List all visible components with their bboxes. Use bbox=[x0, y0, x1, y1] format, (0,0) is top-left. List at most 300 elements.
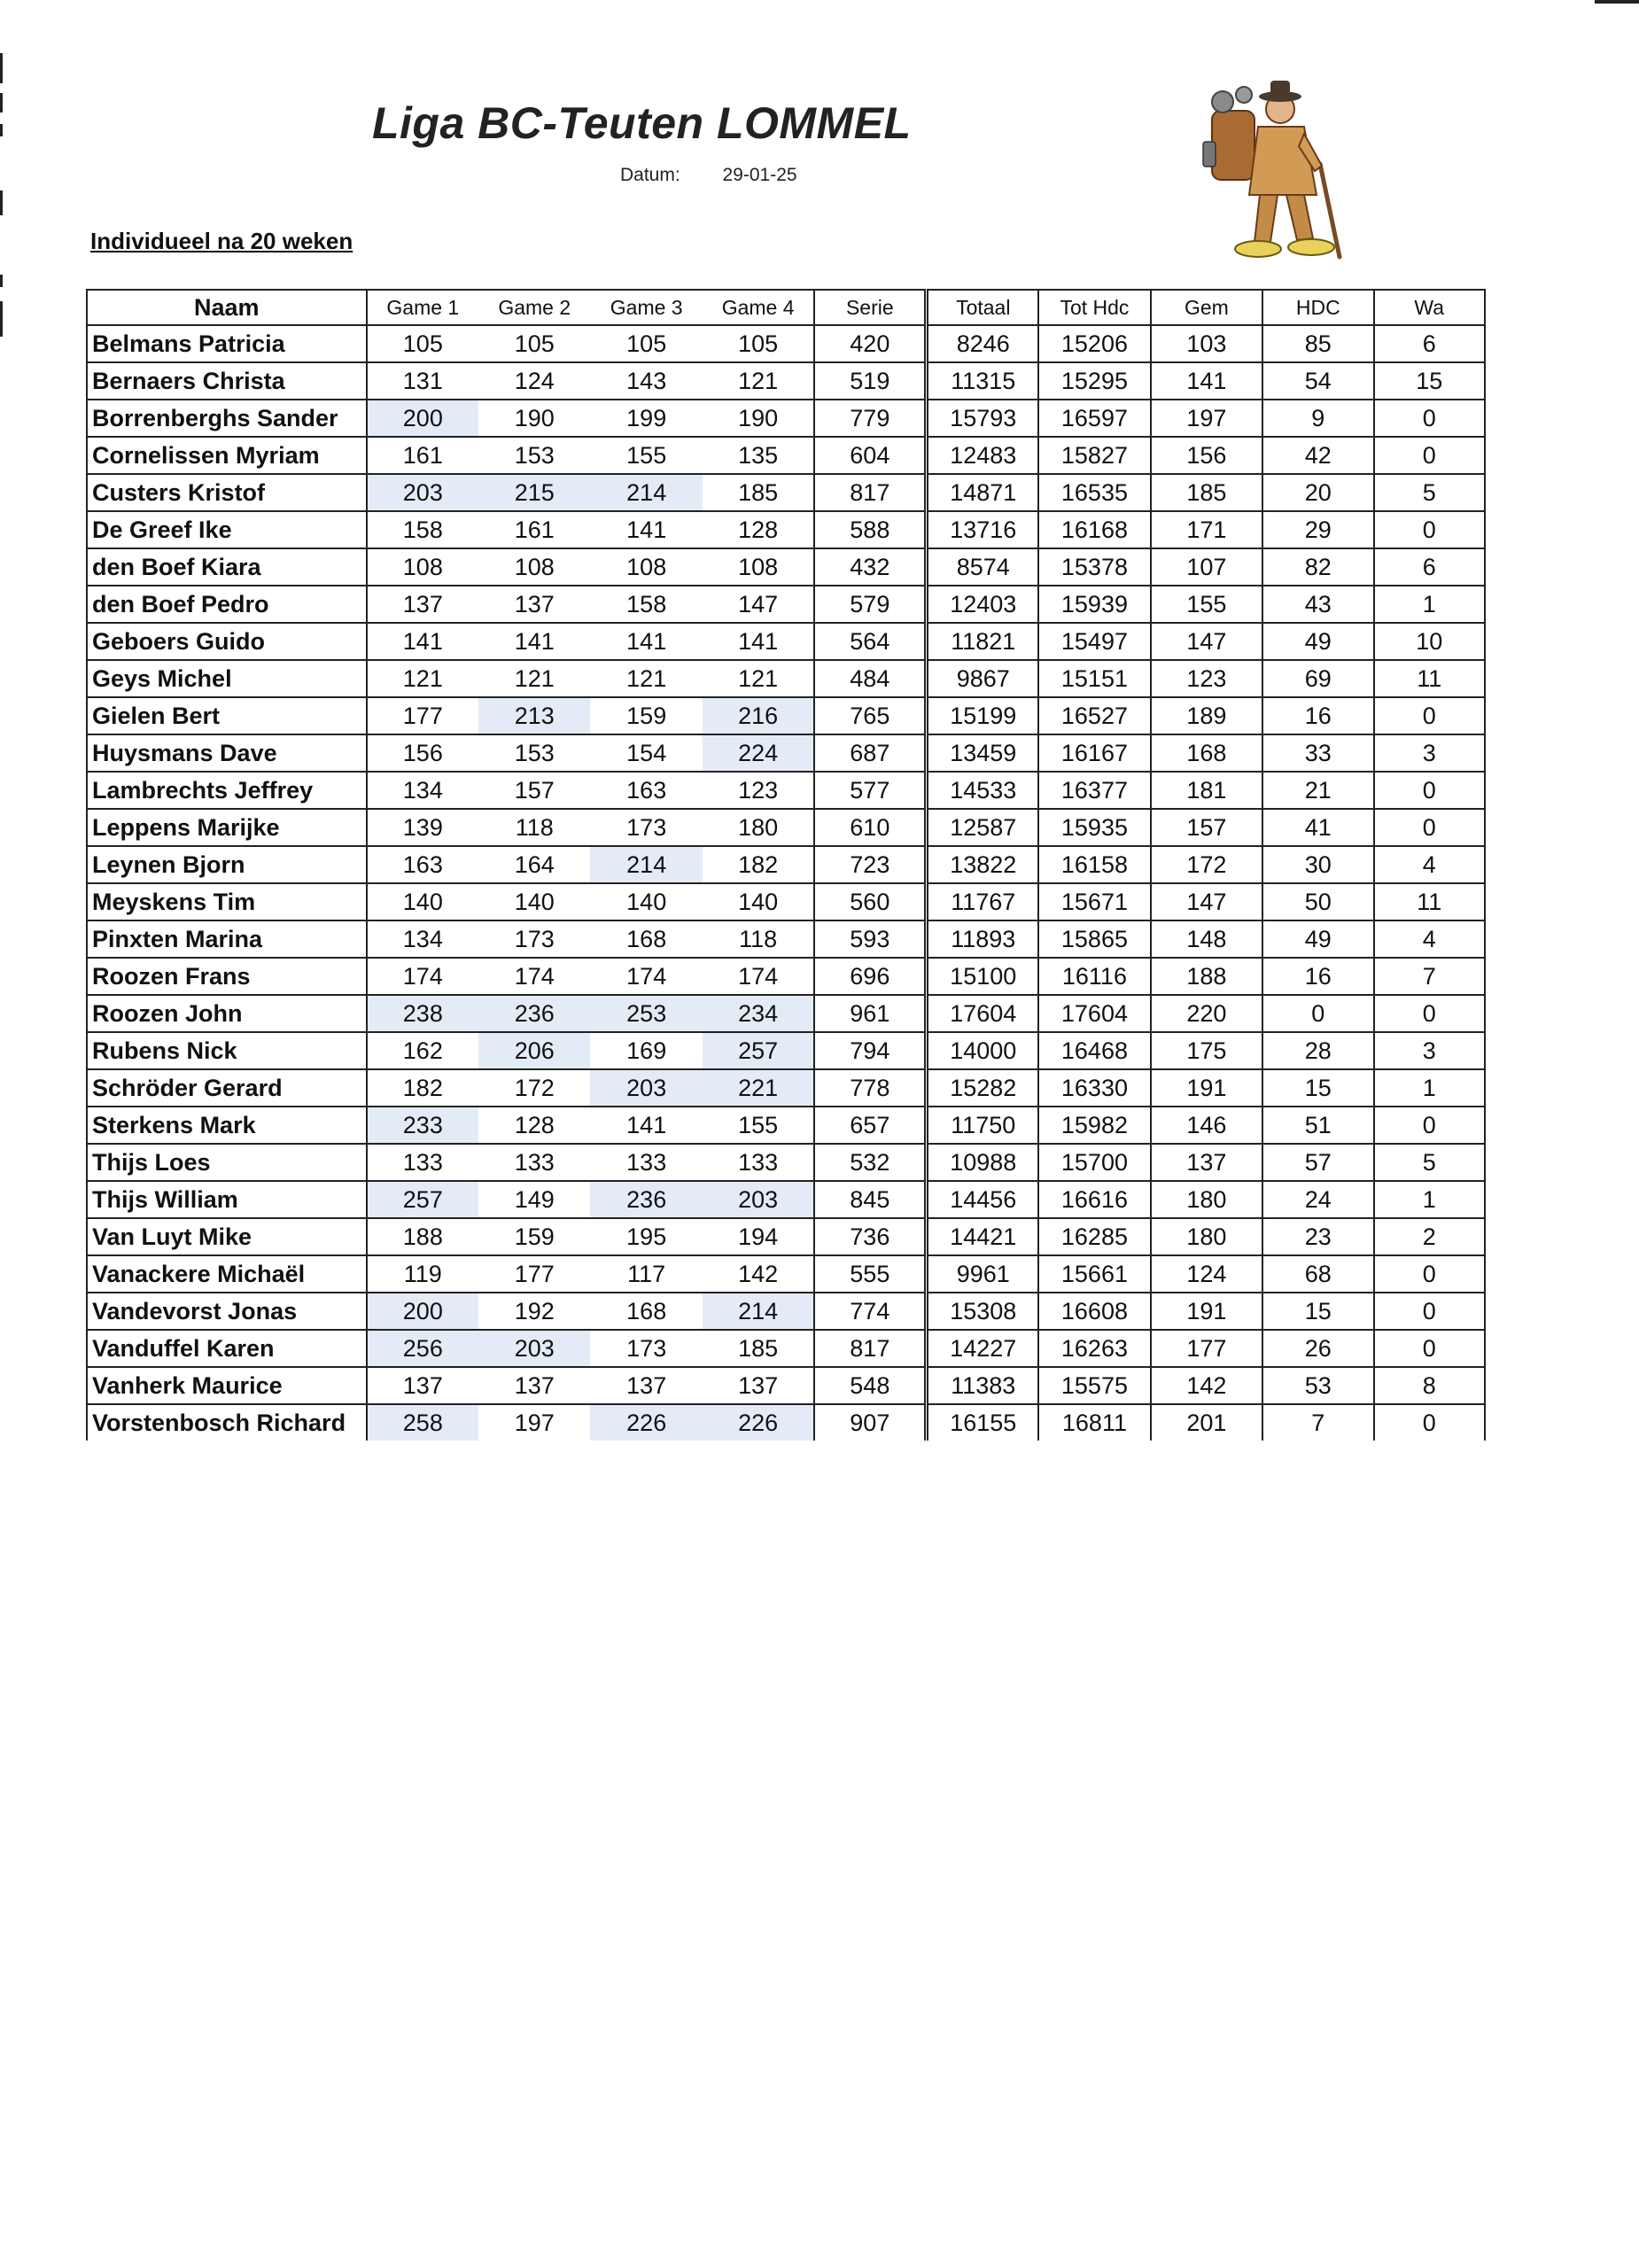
col-totaal-cell: 8246 bbox=[927, 325, 1038, 362]
table-row bbox=[87, 1293, 1485, 1330]
col-tot-hdc-cell: 16263 bbox=[1038, 1330, 1150, 1367]
col-game-2-cell: 149 bbox=[478, 1181, 590, 1218]
col-totaal-cell: 12587 bbox=[927, 809, 1038, 846]
col-serie-cell: 961 bbox=[814, 995, 926, 1032]
standings-table bbox=[86, 289, 1486, 1441]
scan-edge-mark bbox=[0, 275, 3, 287]
col-game-1-cell: 256 bbox=[367, 1330, 478, 1367]
col-wa-cell: 5 bbox=[1374, 1144, 1485, 1181]
col-game-2-cell: 133 bbox=[478, 1144, 590, 1181]
col-hdc-cell: 21 bbox=[1262, 772, 1373, 809]
col-game-3-cell: 141 bbox=[590, 623, 702, 660]
col-game-4-cell: 224 bbox=[703, 734, 814, 772]
col-serie-cell: 794 bbox=[814, 1032, 926, 1069]
col-game-1-cell: 200 bbox=[367, 400, 478, 437]
player-name-cell: Leynen Bjorn bbox=[87, 846, 367, 883]
col-serie-cell: 907 bbox=[814, 1404, 926, 1441]
col-gem-cell: 201 bbox=[1151, 1404, 1262, 1441]
col-wa-cell: 2 bbox=[1374, 1218, 1485, 1255]
col-hdc-cell: 0 bbox=[1262, 995, 1373, 1032]
col-game-2-cell: 137 bbox=[478, 1367, 590, 1404]
col-serie-cell: 765 bbox=[814, 697, 926, 734]
table-row bbox=[87, 958, 1485, 995]
col-tot-hdc-cell: 16285 bbox=[1038, 1218, 1150, 1255]
col-game-1-cell: 158 bbox=[367, 511, 478, 548]
col-game-3-cell: 141 bbox=[590, 511, 702, 548]
col-game-1-cell: 119 bbox=[367, 1255, 478, 1293]
col-game-1-cell: 200 bbox=[367, 1293, 478, 1330]
col-gem-cell: 175 bbox=[1151, 1032, 1262, 1069]
col-wa-cell: 7 bbox=[1374, 958, 1485, 995]
col-serie-header: Serie bbox=[814, 290, 926, 325]
col-serie-cell: 696 bbox=[814, 958, 926, 995]
col-gem-cell: 103 bbox=[1151, 325, 1262, 362]
col-game-4-cell: 123 bbox=[703, 772, 814, 809]
col-game-1-header: Game 1 bbox=[367, 290, 478, 325]
table-row bbox=[87, 1404, 1485, 1441]
table-row bbox=[87, 1032, 1485, 1069]
col-game-2-cell: 173 bbox=[478, 920, 590, 958]
col-gem-cell: 168 bbox=[1151, 734, 1262, 772]
col-serie-cell: 588 bbox=[814, 511, 926, 548]
col-game-4-cell: 190 bbox=[703, 400, 814, 437]
col-tot-hdc-cell: 16168 bbox=[1038, 511, 1150, 548]
player-name-cell: Vandevorst Jonas bbox=[87, 1293, 367, 1330]
col-gem-cell: 181 bbox=[1151, 772, 1262, 809]
col-game-2-cell: 128 bbox=[478, 1107, 590, 1144]
col-serie-cell: 560 bbox=[814, 883, 926, 920]
col-game-4-cell: 108 bbox=[703, 548, 814, 586]
col-game-4-cell: 216 bbox=[703, 697, 814, 734]
col-serie-cell: 817 bbox=[814, 1330, 926, 1367]
col-totaal-cell: 11315 bbox=[927, 362, 1038, 400]
col-serie-cell: 657 bbox=[814, 1107, 926, 1144]
col-game-1-cell: 161 bbox=[367, 437, 478, 474]
col-game-3-cell: 133 bbox=[590, 1144, 702, 1181]
col-tot-hdc-cell: 16377 bbox=[1038, 772, 1150, 809]
col-game-4-cell: 147 bbox=[703, 586, 814, 623]
col-hdc-cell: 30 bbox=[1262, 846, 1373, 883]
table-row bbox=[87, 660, 1485, 697]
col-game-3-cell: 226 bbox=[590, 1404, 702, 1441]
col-serie-cell: 564 bbox=[814, 623, 926, 660]
table-row bbox=[87, 586, 1485, 623]
col-tot-hdc-cell: 17604 bbox=[1038, 995, 1150, 1032]
player-name-cell: De Greef Ike bbox=[87, 511, 367, 548]
col-tot-hdc-cell: 16330 bbox=[1038, 1069, 1150, 1107]
scan-edge-mark bbox=[0, 301, 3, 337]
col-serie-cell: 555 bbox=[814, 1255, 926, 1293]
col-wa-cell: 1 bbox=[1374, 1181, 1485, 1218]
col-wa-cell: 0 bbox=[1374, 995, 1485, 1032]
table-row bbox=[87, 1181, 1485, 1218]
col-wa-cell: 0 bbox=[1374, 697, 1485, 734]
col-game-1-cell: 188 bbox=[367, 1218, 478, 1255]
col-totaal-cell: 9867 bbox=[927, 660, 1038, 697]
col-game-3-cell: 214 bbox=[590, 846, 702, 883]
table-body bbox=[87, 325, 1485, 1441]
col-game-1-cell: 182 bbox=[367, 1069, 478, 1107]
col-gem-cell: 171 bbox=[1151, 511, 1262, 548]
col-game-1-cell: 177 bbox=[367, 697, 478, 734]
date-label: Datum: bbox=[620, 165, 680, 185]
col-game-4-cell: 203 bbox=[703, 1181, 814, 1218]
col-hdc-cell: 68 bbox=[1262, 1255, 1373, 1293]
col-game-2-cell: 157 bbox=[478, 772, 590, 809]
col-hdc-cell: 7 bbox=[1262, 1404, 1373, 1441]
col-totaal-cell: 11821 bbox=[927, 623, 1038, 660]
col-wa-cell: 3 bbox=[1374, 1032, 1485, 1069]
col-serie-cell: 432 bbox=[814, 548, 926, 586]
col-hdc-cell: 53 bbox=[1262, 1367, 1373, 1404]
col-hdc-cell: 57 bbox=[1262, 1144, 1373, 1181]
col-totaal-cell: 11383 bbox=[927, 1367, 1038, 1404]
col-hdc-cell: 15 bbox=[1262, 1069, 1373, 1107]
table-row bbox=[87, 511, 1485, 548]
col-serie-cell: 687 bbox=[814, 734, 926, 772]
col-game-1-cell: 121 bbox=[367, 660, 478, 697]
player-name-cell: Roozen Frans bbox=[87, 958, 367, 995]
col-totaal-cell: 15199 bbox=[927, 697, 1038, 734]
scan-edge-mark bbox=[0, 190, 3, 215]
col-serie-cell: 778 bbox=[814, 1069, 926, 1107]
col-hdc-header: HDC bbox=[1262, 290, 1373, 325]
col-totaal-cell: 15308 bbox=[927, 1293, 1038, 1330]
col-game-4-cell: 185 bbox=[703, 474, 814, 511]
col-game-3-cell: 163 bbox=[590, 772, 702, 809]
col-tot-hdc-cell: 15151 bbox=[1038, 660, 1150, 697]
player-name-cell: Sterkens Mark bbox=[87, 1107, 367, 1144]
col-game-4-cell: 133 bbox=[703, 1144, 814, 1181]
col-game-4-cell: 137 bbox=[703, 1367, 814, 1404]
col-game-4-cell: 142 bbox=[703, 1255, 814, 1293]
col-game-4-cell: 257 bbox=[703, 1032, 814, 1069]
col-gem-cell: 177 bbox=[1151, 1330, 1262, 1367]
col-game-4-cell: 141 bbox=[703, 623, 814, 660]
col-game-4-cell: 140 bbox=[703, 883, 814, 920]
col-tot-hdc-cell: 15661 bbox=[1038, 1255, 1150, 1293]
col-serie-cell: 577 bbox=[814, 772, 926, 809]
col-serie-cell: 532 bbox=[814, 1144, 926, 1181]
col-game-4-cell: 121 bbox=[703, 660, 814, 697]
col-game-3-cell: 195 bbox=[590, 1218, 702, 1255]
col-gem-cell: 123 bbox=[1151, 660, 1262, 697]
col-serie-cell: 519 bbox=[814, 362, 926, 400]
col-totaal-cell: 9961 bbox=[927, 1255, 1038, 1293]
table-row bbox=[87, 474, 1485, 511]
player-name-cell: Vanduffel Karen bbox=[87, 1330, 367, 1367]
col-game-3-cell: 108 bbox=[590, 548, 702, 586]
table-header-row bbox=[87, 290, 1485, 325]
col-game-1-cell: 163 bbox=[367, 846, 478, 883]
col-gem-cell: 147 bbox=[1151, 623, 1262, 660]
col-tot-hdc-cell: 15378 bbox=[1038, 548, 1150, 586]
col-game-3-cell: 168 bbox=[590, 920, 702, 958]
col-game-2-cell: 213 bbox=[478, 697, 590, 734]
col-totaal-cell: 13822 bbox=[927, 846, 1038, 883]
col-hdc-cell: 54 bbox=[1262, 362, 1373, 400]
col-wa-cell: 0 bbox=[1374, 511, 1485, 548]
table-row bbox=[87, 1255, 1485, 1293]
col-tot-hdc-cell: 16608 bbox=[1038, 1293, 1150, 1330]
col-game-1-cell: 258 bbox=[367, 1404, 478, 1441]
col-hdc-cell: 85 bbox=[1262, 325, 1373, 362]
col-wa-cell: 0 bbox=[1374, 1404, 1485, 1441]
col-tot-hdc-cell: 15671 bbox=[1038, 883, 1150, 920]
col-game-2-cell: 153 bbox=[478, 437, 590, 474]
col-game-1-cell: 134 bbox=[367, 920, 478, 958]
col-game-3-cell: 143 bbox=[590, 362, 702, 400]
col-game-3-cell: 168 bbox=[590, 1293, 702, 1330]
col-game-2-cell: 159 bbox=[478, 1218, 590, 1255]
col-totaal-cell: 15282 bbox=[927, 1069, 1038, 1107]
col-game-4-cell: 128 bbox=[703, 511, 814, 548]
col-game-3-header: Game 3 bbox=[590, 290, 702, 325]
col-game-1-cell: 156 bbox=[367, 734, 478, 772]
col-hdc-cell: 42 bbox=[1262, 437, 1373, 474]
col-hdc-cell: 23 bbox=[1262, 1218, 1373, 1255]
col-serie-cell: 774 bbox=[814, 1293, 926, 1330]
col-wa-cell: 0 bbox=[1374, 1330, 1485, 1367]
col-wa-cell: 0 bbox=[1374, 437, 1485, 474]
col-game-4-cell: 194 bbox=[703, 1218, 814, 1255]
player-name-cell: Huysmans Dave bbox=[87, 734, 367, 772]
scan-edge-mark bbox=[0, 93, 3, 113]
col-totaal-cell: 17604 bbox=[927, 995, 1038, 1032]
col-game-4-cell: 118 bbox=[703, 920, 814, 958]
player-name-cell: Van Luyt Mike bbox=[87, 1218, 367, 1255]
player-name-cell: den Boef Pedro bbox=[87, 586, 367, 623]
col-gem-cell: 142 bbox=[1151, 1367, 1262, 1404]
col-game-2-cell: 105 bbox=[478, 325, 590, 362]
table-row bbox=[87, 772, 1485, 809]
col-game-1-cell: 137 bbox=[367, 586, 478, 623]
col-hdc-cell: 9 bbox=[1262, 400, 1373, 437]
col-totaal-cell: 12483 bbox=[927, 437, 1038, 474]
col-game-1-cell: 203 bbox=[367, 474, 478, 511]
col-hdc-cell: 50 bbox=[1262, 883, 1373, 920]
col-totaal-cell: 11893 bbox=[927, 920, 1038, 958]
col-totaal-cell: 12403 bbox=[927, 586, 1038, 623]
table-row bbox=[87, 995, 1485, 1032]
col-gem-cell: 146 bbox=[1151, 1107, 1262, 1144]
col-tot-hdc-cell: 16167 bbox=[1038, 734, 1150, 772]
col-game-1-cell: 108 bbox=[367, 548, 478, 586]
col-game-4-header: Game 4 bbox=[703, 290, 814, 325]
player-name-cell: Custers Kristof bbox=[87, 474, 367, 511]
col-game-4-cell: 185 bbox=[703, 1330, 814, 1367]
table-row bbox=[87, 548, 1485, 586]
col-tot-hdc-cell: 16527 bbox=[1038, 697, 1150, 734]
col-serie-cell: 610 bbox=[814, 809, 926, 846]
col-game-1-cell: 105 bbox=[367, 325, 478, 362]
scan-edge-mark bbox=[0, 124, 3, 136]
col-game-1-cell: 133 bbox=[367, 1144, 478, 1181]
col-game-1-cell: 162 bbox=[367, 1032, 478, 1069]
player-name-cell: Rubens Nick bbox=[87, 1032, 367, 1069]
col-naam-header: Naam bbox=[87, 290, 367, 325]
col-game-2-cell: 215 bbox=[478, 474, 590, 511]
col-totaal-cell: 15100 bbox=[927, 958, 1038, 995]
col-game-4-cell: 174 bbox=[703, 958, 814, 995]
col-wa-cell: 8 bbox=[1374, 1367, 1485, 1404]
col-game-3-cell: 121 bbox=[590, 660, 702, 697]
col-hdc-cell: 15 bbox=[1262, 1293, 1373, 1330]
table-row bbox=[87, 1367, 1485, 1404]
player-name-cell: Pinxten Marina bbox=[87, 920, 367, 958]
table-row bbox=[87, 1330, 1485, 1367]
col-gem-cell: 191 bbox=[1151, 1293, 1262, 1330]
col-hdc-cell: 26 bbox=[1262, 1330, 1373, 1367]
col-hdc-cell: 49 bbox=[1262, 920, 1373, 958]
col-tot-hdc-cell: 15497 bbox=[1038, 623, 1150, 660]
table-row bbox=[87, 1069, 1485, 1107]
table-row bbox=[87, 920, 1485, 958]
col-hdc-cell: 49 bbox=[1262, 623, 1373, 660]
player-name-cell: Geys Michel bbox=[87, 660, 367, 697]
col-wa-cell: 0 bbox=[1374, 1293, 1485, 1330]
scan-edge-mark bbox=[1595, 0, 1639, 4]
player-name-cell: Geboers Guido bbox=[87, 623, 367, 660]
col-game-1-cell: 238 bbox=[367, 995, 478, 1032]
col-game-2-cell: 141 bbox=[478, 623, 590, 660]
col-game-1-cell: 141 bbox=[367, 623, 478, 660]
table-row bbox=[87, 734, 1485, 772]
col-totaal-cell: 14000 bbox=[927, 1032, 1038, 1069]
col-hdc-cell: 43 bbox=[1262, 586, 1373, 623]
player-name-cell: Leppens Marijke bbox=[87, 809, 367, 846]
col-game-3-cell: 174 bbox=[590, 958, 702, 995]
col-wa-cell: 3 bbox=[1374, 734, 1485, 772]
col-tot-hdc-cell: 15575 bbox=[1038, 1367, 1150, 1404]
player-name-cell: Thijs William bbox=[87, 1181, 367, 1218]
col-gem-header: Gem bbox=[1151, 290, 1262, 325]
col-gem-cell: 148 bbox=[1151, 920, 1262, 958]
col-tot-hdc-cell: 15206 bbox=[1038, 325, 1150, 362]
col-totaal-cell: 15793 bbox=[927, 400, 1038, 437]
col-tot-hdc-cell: 16158 bbox=[1038, 846, 1150, 883]
col-hdc-cell: 51 bbox=[1262, 1107, 1373, 1144]
col-tot-hdc-cell: 15935 bbox=[1038, 809, 1150, 846]
col-wa-cell: 11 bbox=[1374, 883, 1485, 920]
table-row bbox=[87, 1107, 1485, 1144]
col-game-3-cell: 155 bbox=[590, 437, 702, 474]
col-gem-cell: 156 bbox=[1151, 437, 1262, 474]
col-hdc-cell: 16 bbox=[1262, 697, 1373, 734]
page-title: Liga BC-Teuten LOMMEL bbox=[372, 98, 912, 148]
table-row bbox=[87, 697, 1485, 734]
col-wa-cell: 0 bbox=[1374, 809, 1485, 846]
col-serie-cell: 604 bbox=[814, 437, 926, 474]
player-name-cell: Belmans Patricia bbox=[87, 325, 367, 362]
section-subtitle: Individueel na 20 weken bbox=[90, 228, 353, 254]
player-name-cell: Roozen John bbox=[87, 995, 367, 1032]
col-game-3-cell: 140 bbox=[590, 883, 702, 920]
col-serie-cell: 723 bbox=[814, 846, 926, 883]
col-wa-cell: 10 bbox=[1374, 623, 1485, 660]
col-game-2-cell: 174 bbox=[478, 958, 590, 995]
col-game-2-cell: 140 bbox=[478, 883, 590, 920]
col-wa-cell: 15 bbox=[1374, 362, 1485, 400]
col-hdc-cell: 82 bbox=[1262, 548, 1373, 586]
col-gem-cell: 124 bbox=[1151, 1255, 1262, 1293]
player-name-cell: Schröder Gerard bbox=[87, 1069, 367, 1107]
col-game-4-cell: 180 bbox=[703, 809, 814, 846]
col-game-4-cell: 135 bbox=[703, 437, 814, 474]
player-name-cell: Borrenberghs Sander bbox=[87, 400, 367, 437]
col-totaal-cell: 13459 bbox=[927, 734, 1038, 772]
col-game-3-cell: 158 bbox=[590, 586, 702, 623]
table-row bbox=[87, 1144, 1485, 1181]
col-gem-cell: 180 bbox=[1151, 1218, 1262, 1255]
col-gem-cell: 197 bbox=[1151, 400, 1262, 437]
col-serie-cell: 817 bbox=[814, 474, 926, 511]
col-game-2-cell: 124 bbox=[478, 362, 590, 400]
col-game-1-cell: 257 bbox=[367, 1181, 478, 1218]
col-game-4-cell: 221 bbox=[703, 1069, 814, 1107]
col-gem-cell: 180 bbox=[1151, 1181, 1262, 1218]
col-totaal-cell: 14421 bbox=[927, 1218, 1038, 1255]
player-name-cell: Gielen Bert bbox=[87, 697, 367, 734]
col-wa-cell: 4 bbox=[1374, 846, 1485, 883]
col-serie-cell: 779 bbox=[814, 400, 926, 437]
col-game-2-cell: 164 bbox=[478, 846, 590, 883]
col-game-4-cell: 105 bbox=[703, 325, 814, 362]
col-wa-cell: 1 bbox=[1374, 586, 1485, 623]
col-tot-hdc-cell: 16116 bbox=[1038, 958, 1150, 995]
col-game-3-cell: 253 bbox=[590, 995, 702, 1032]
col-game-4-cell: 182 bbox=[703, 846, 814, 883]
col-hdc-cell: 41 bbox=[1262, 809, 1373, 846]
col-game-3-cell: 137 bbox=[590, 1367, 702, 1404]
col-game-2-cell: 118 bbox=[478, 809, 590, 846]
col-gem-cell: 157 bbox=[1151, 809, 1262, 846]
col-totaal-cell: 8574 bbox=[927, 548, 1038, 586]
col-totaal-cell: 16155 bbox=[927, 1404, 1038, 1441]
col-gem-cell: 137 bbox=[1151, 1144, 1262, 1181]
table-row bbox=[87, 362, 1485, 400]
table-row bbox=[87, 846, 1485, 883]
col-game-3-cell: 117 bbox=[590, 1255, 702, 1293]
col-totaal-cell: 14227 bbox=[927, 1330, 1038, 1367]
col-hdc-cell: 69 bbox=[1262, 660, 1373, 697]
col-wa-cell: 6 bbox=[1374, 548, 1485, 586]
col-hdc-cell: 20 bbox=[1262, 474, 1373, 511]
table-row bbox=[87, 623, 1485, 660]
col-game-3-cell: 236 bbox=[590, 1181, 702, 1218]
col-wa-cell: 5 bbox=[1374, 474, 1485, 511]
col-wa-cell: 1 bbox=[1374, 1069, 1485, 1107]
table-row bbox=[87, 325, 1485, 362]
col-game-2-cell: 137 bbox=[478, 586, 590, 623]
col-game-4-cell: 234 bbox=[703, 995, 814, 1032]
col-tot-hdc-cell: 15295 bbox=[1038, 362, 1150, 400]
date-line bbox=[620, 165, 797, 186]
col-gem-cell: 189 bbox=[1151, 697, 1262, 734]
col-totaal-cell: 14871 bbox=[927, 474, 1038, 511]
col-game-2-cell: 190 bbox=[478, 400, 590, 437]
col-game-1-cell: 139 bbox=[367, 809, 478, 846]
col-wa-cell: 4 bbox=[1374, 920, 1485, 958]
col-totaal-cell: 11767 bbox=[927, 883, 1038, 920]
col-tot-hdc-cell: 16597 bbox=[1038, 400, 1150, 437]
col-gem-cell: 172 bbox=[1151, 846, 1262, 883]
col-wa-cell: 0 bbox=[1374, 772, 1485, 809]
col-hdc-cell: 33 bbox=[1262, 734, 1373, 772]
hiker-teut-logo-icon bbox=[1187, 75, 1364, 270]
col-tot-hdc-cell: 15827 bbox=[1038, 437, 1150, 474]
table-row bbox=[87, 437, 1485, 474]
